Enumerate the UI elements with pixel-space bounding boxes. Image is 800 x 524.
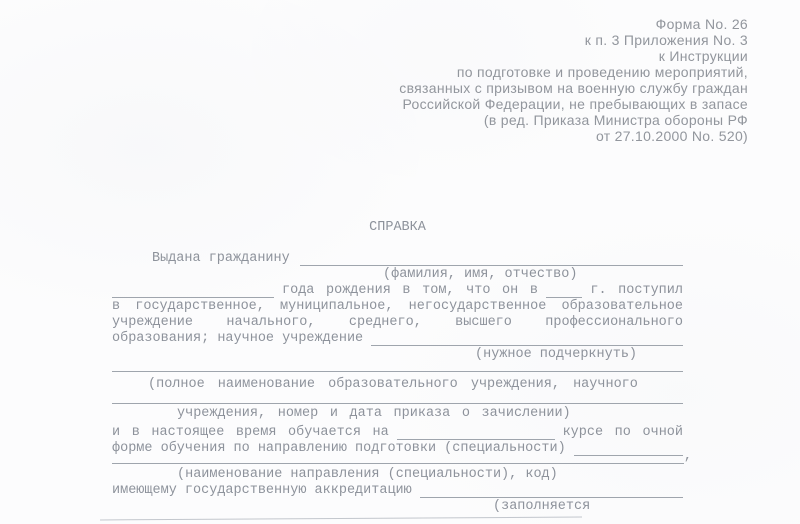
blank-field-specialty-name bbox=[112, 450, 684, 464]
accreditation-label: имеющему государственную аккредитацию bbox=[112, 483, 412, 498]
trailing-comma: , bbox=[683, 449, 692, 464]
issued-to-line bbox=[112, 251, 683, 266]
form-reference-header bbox=[399, 16, 748, 144]
specialty-continuation-line bbox=[112, 449, 692, 464]
study-text-start: и в настоящее время обучается на bbox=[112, 425, 389, 440]
blank-field-birth-year bbox=[112, 284, 274, 298]
header-line-federation: Российской Федерации, не пребывающих в запасе bbox=[402, 96, 748, 112]
institution-type-line-1: в государственное, муниципальное, негосударственное образовательное bbox=[112, 299, 683, 314]
header-line-instruction: к Инструкции bbox=[658, 48, 748, 64]
birth-year-line bbox=[112, 283, 683, 298]
institution-type-line-3 bbox=[112, 331, 683, 346]
blank-field-accreditation bbox=[420, 484, 683, 498]
study-text-end: курсе по очной bbox=[562, 425, 683, 440]
blank-field-full-name bbox=[300, 252, 683, 266]
header-line-preparation: по подготовке и проведению мероприятий, bbox=[456, 64, 748, 80]
caption-specialty: (наименование направления (специальности), код) bbox=[177, 467, 558, 482]
header-line-order-date: от 27.10.2000 No. 520) bbox=[595, 128, 748, 144]
page-title: СПРАВКА bbox=[369, 220, 426, 235]
science-institution-label: образования; научное учреждение bbox=[112, 331, 364, 346]
blank-field-institution-name-1 bbox=[112, 357, 683, 372]
blank-field-course-number bbox=[397, 426, 555, 440]
issued-to-label: Выдана гражданину bbox=[152, 251, 290, 266]
current-study-line-1 bbox=[112, 425, 683, 440]
header-line-order-edit: (в ред. Приказа Министра обороны РФ bbox=[483, 112, 748, 128]
blank-field-bottom-partial bbox=[100, 510, 582, 521]
institution-type-line-2: учреждение начального, среднего, высшего профессионального bbox=[112, 315, 683, 330]
header-line-appendix: к п. 3 Приложения No. 3 bbox=[584, 32, 748, 48]
blank-field-enroll-year bbox=[546, 284, 582, 298]
birth-line-text: года рождения в том, что он в bbox=[282, 283, 538, 298]
caption-full-name: (фамилия, имя, отчество) bbox=[383, 267, 578, 282]
caption-institution-name-1: (полное наименование образовательного учреждения, научного bbox=[148, 377, 638, 392]
accreditation-line bbox=[112, 483, 683, 498]
header-line-form-number: Форма No. 26 bbox=[655, 16, 748, 32]
caption-institution-name-2: учреждения, номер и дата приказа о зачислении) bbox=[177, 406, 571, 421]
header-line-conscription: связанных с призывом на военную службу граждан bbox=[399, 80, 748, 96]
enrolled-text: г. поступил bbox=[590, 283, 683, 298]
blank-field-science-institution bbox=[371, 332, 683, 346]
blank-field-institution-name-2 bbox=[112, 389, 683, 404]
caption-underline-needed: (нужное подчеркнуть) bbox=[475, 347, 638, 362]
study-form-text: форме обучения по направлению подготовки (специальности) bbox=[112, 441, 566, 456]
caption-filled-in: (заполняется bbox=[493, 499, 591, 514]
